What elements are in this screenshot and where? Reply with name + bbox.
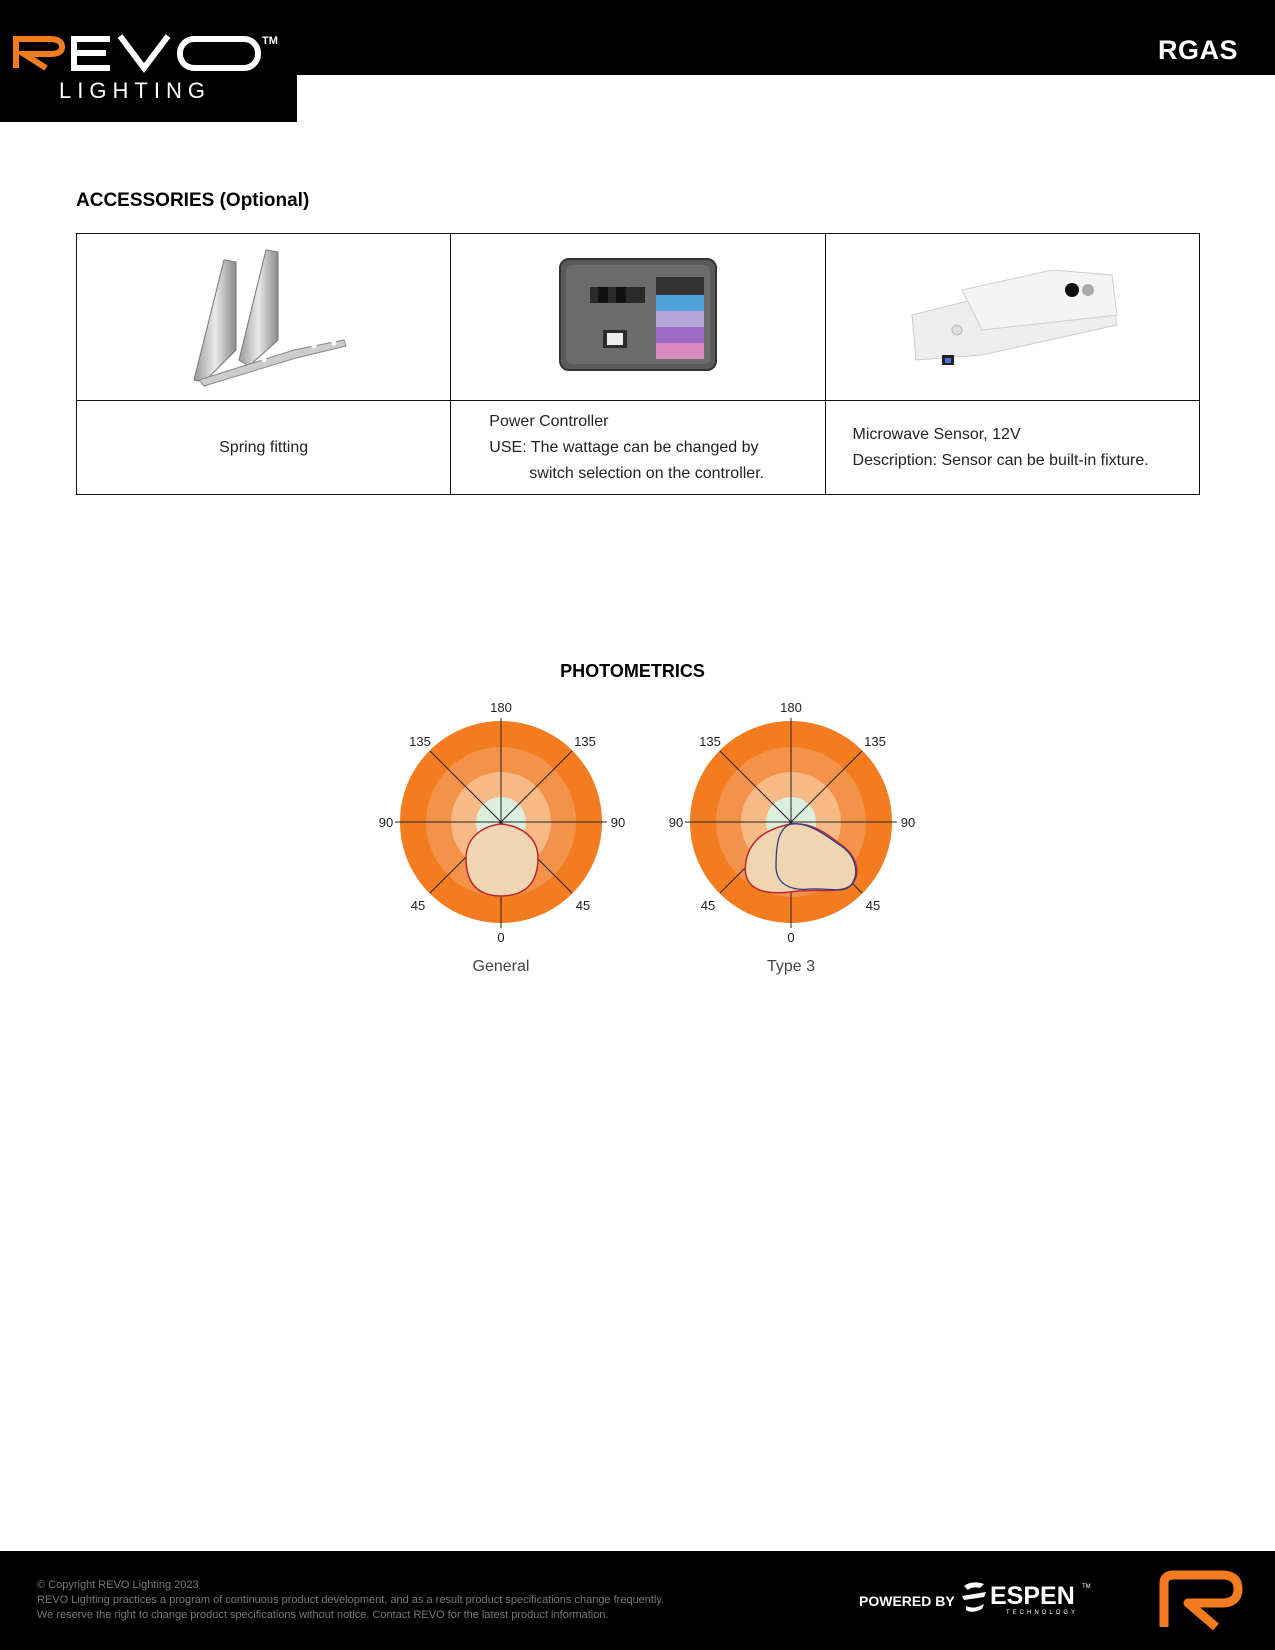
svg-text:TECHNOLOGY: TECHNOLOGY xyxy=(1006,1610,1079,1616)
svg-text:45: 45 xyxy=(410,898,426,913)
power-controller-label: Power Controller xyxy=(489,412,609,430)
polar-chart-type3 xyxy=(669,700,915,945)
espen-logo xyxy=(962,1578,1092,1618)
svg-text:135: 135 xyxy=(699,734,721,749)
accessories-table xyxy=(76,233,1200,495)
microwave-sensor-image-cell xyxy=(825,234,1199,401)
revo-wordmark xyxy=(10,30,278,75)
footer xyxy=(0,1551,1275,1650)
chart-caption-general: General xyxy=(472,958,530,975)
logo-subtitle: LIGHTING xyxy=(59,78,211,103)
svg-text:ESPEN: ESPEN xyxy=(990,1582,1075,1610)
svg-text:135: 135 xyxy=(409,734,431,749)
spring-fitting-image xyxy=(174,240,354,390)
microwave-sensor-description: Description: Sensor can be built-in fixture. xyxy=(852,451,1149,469)
svg-text:45: 45 xyxy=(575,898,591,913)
model-code: RGAS xyxy=(1157,35,1238,65)
microwave-sensor-desc xyxy=(825,401,1199,495)
spring-fitting-desc xyxy=(77,401,451,495)
spring-fitting-label: Spring fitting xyxy=(219,438,309,456)
photometrics-title: PHOTOMETRICS xyxy=(560,661,705,681)
microwave-sensor-label: Microwave Sensor, 12V xyxy=(852,425,1021,443)
svg-text:90: 90 xyxy=(378,815,394,830)
svg-text:180: 180 xyxy=(780,700,802,715)
svg-text:135: 135 xyxy=(864,734,886,749)
svg-text:45: 45 xyxy=(700,898,716,913)
svg-text:90: 90 xyxy=(668,815,684,830)
footer-line-2: REVO Lighting practices a program of continuous product development, and as a result product specifications change frequently. xyxy=(37,1594,665,1606)
polar-chart-general xyxy=(379,700,625,945)
photometric-charts xyxy=(370,696,930,946)
svg-text:0: 0 xyxy=(497,930,505,945)
microwave-sensor-image xyxy=(902,255,1122,375)
power-controller-image-cell xyxy=(451,234,825,401)
footer-legal xyxy=(37,1578,664,1623)
power-controller-use-cont: switch selection on the controller. xyxy=(529,464,765,482)
svg-text:90: 90 xyxy=(610,815,626,830)
revo-r-icon xyxy=(1158,1571,1248,1631)
accessories-title: ACCESSORIES (Optional) xyxy=(76,190,310,211)
svg-text:TM: TM xyxy=(262,35,278,47)
svg-text:180: 180 xyxy=(490,700,512,715)
power-controller-desc xyxy=(451,401,825,495)
chart-caption-type3: Type 3 xyxy=(766,958,816,975)
footer-line-3: We reserve the right to change product specifications without notice. Contact REVO for the latest product information. xyxy=(37,1609,609,1621)
spring-fitting-image-cell xyxy=(77,234,451,401)
powered-by-label: POWERED BY xyxy=(859,1593,955,1609)
power-controller-use: USE: The wattage can be changed by xyxy=(489,438,759,456)
power-controller-image xyxy=(558,257,718,372)
svg-text:45: 45 xyxy=(865,898,881,913)
revo-logo xyxy=(0,0,297,122)
footer-copyright: © Copyright REVO Lighting 2023 xyxy=(37,1579,199,1591)
svg-text:90: 90 xyxy=(900,815,916,830)
svg-text:135: 135 xyxy=(574,734,596,749)
svg-text:TM: TM xyxy=(1082,1584,1091,1590)
svg-text:0: 0 xyxy=(787,930,795,945)
